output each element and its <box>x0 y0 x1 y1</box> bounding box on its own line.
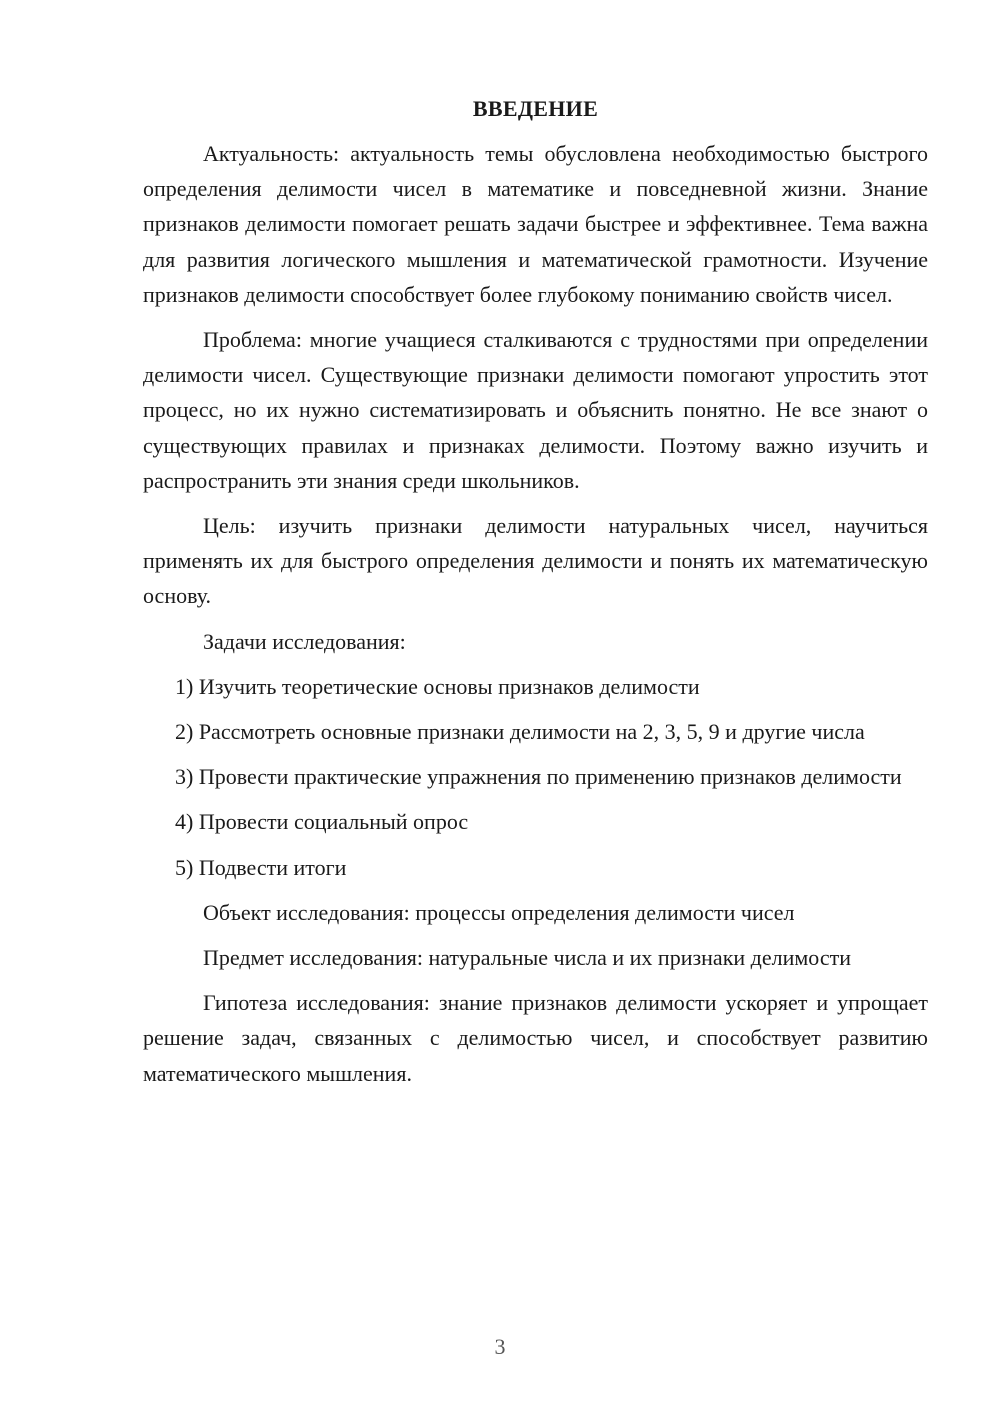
task-item-4: 4) Провести социальный опрос <box>175 809 469 835</box>
task-item-2: 2) Рассмотреть основные признаки делимости на 2, 3, 5, 9 и другие числа <box>175 719 865 745</box>
paragraph-problem: Проблема: многие учащиеся сталкиваются с трудностями при определении делимости чисел. Существующие признаки делимости помогают упростить этот процесс, но их нужно систематизировать и объяснить понятно. Не все знают о существующих правилах и признаках делимости. Поэтому важно изучить и распространить эти знания среди школьников. <box>143 327 928 493</box>
paragraph-hypothesis: Гипотеза исследования: знание признаков делимости ускоряет и упрощает решение задач, связанных с делимостью чисел, и способствует развитию математического мышления. <box>143 990 928 1086</box>
paragraph-object: Объект исследования: процессы определения делимости чисел <box>203 899 795 925</box>
paragraph-subject: Предмет исследования: натуральные числа и их признаки делимости <box>203 945 851 971</box>
task-item-1: 1) Изучить теоретические основы признаков делимости <box>175 673 700 699</box>
paragraph-tasks-intro: Задачи исследования: <box>203 628 406 654</box>
paragraph-relevance: Актуальность: актуальность темы обусловлена необходимостью быстрого определения делимости чисел в математике и повседневной жизни. Знание признаков делимости помогает решать задачи быстрее и эффективнее. Тема важна для развития логического мышления и математической грамотности. Изучение признаков делимости способствует более глубокому пониманию свойств чисел. <box>143 141 928 307</box>
page-number: 3 <box>494 1334 506 1359</box>
section-heading: ВВЕДЕНИЕ <box>472 96 599 121</box>
document-page <box>143 94 928 1101</box>
task-item-5: 5) Подвести итоги <box>175 854 347 880</box>
paragraph-goal: Цель: изучить признаки делимости натуральных чисел, научиться применять их для быстрого определения делимости и понять их математическую основу. <box>143 513 928 609</box>
task-item-3: 3) Провести практические упражнения по применению признаков делимости <box>175 764 902 790</box>
